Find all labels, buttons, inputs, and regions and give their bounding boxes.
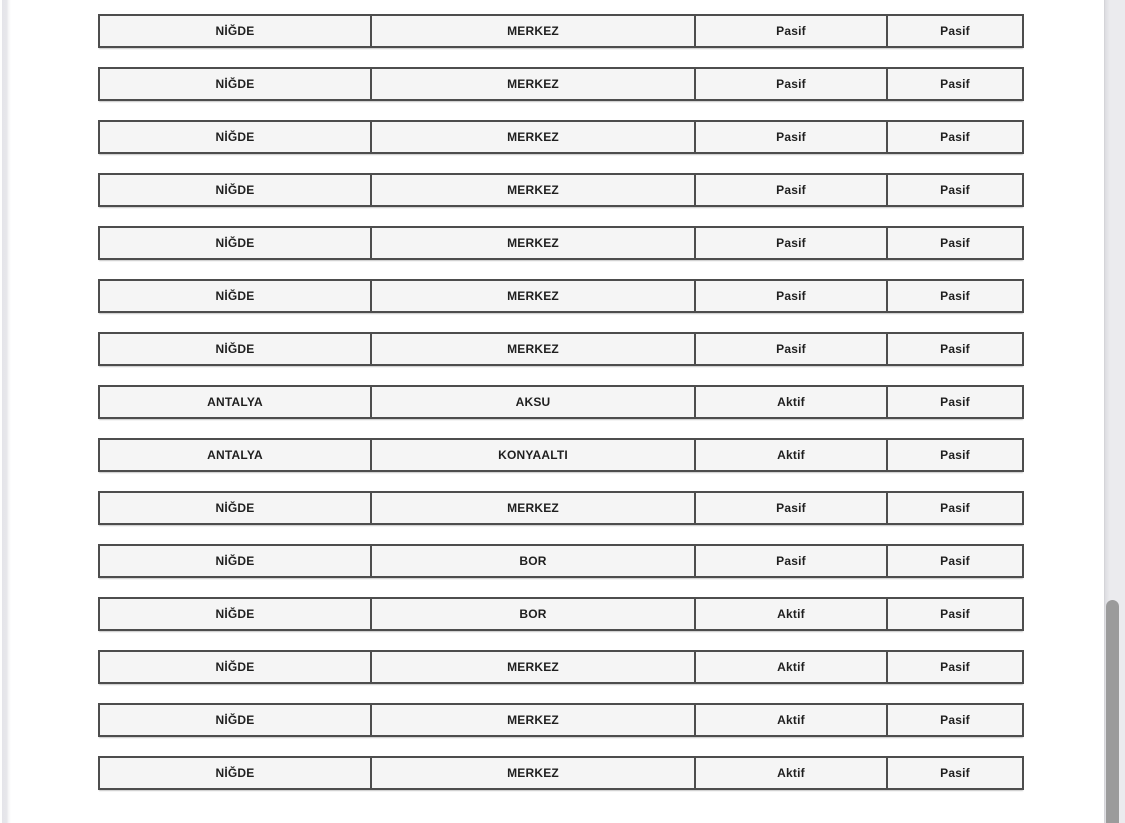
status-secondary-cell: Pasif <box>888 599 1022 629</box>
status-primary-cell: Pasif <box>696 281 888 311</box>
city-cell: NİĞDE <box>100 546 372 576</box>
city-cell: ANTALYA <box>100 440 372 470</box>
table-row <box>98 491 1024 525</box>
vertical-scrollbar-thumb[interactable] <box>1106 600 1119 823</box>
status-secondary-cell: Pasif <box>888 69 1022 99</box>
district-cell: MERKEZ <box>372 758 696 788</box>
status-secondary-cell: Pasif <box>888 175 1022 205</box>
window-left-edge <box>0 0 11 823</box>
city-cell: NİĞDE <box>100 281 372 311</box>
status-primary-cell: Pasif <box>696 122 888 152</box>
status-primary-cell: Pasif <box>696 228 888 258</box>
status-primary-cell: Aktif <box>696 387 888 417</box>
status-primary-cell: Aktif <box>696 440 888 470</box>
status-secondary-cell: Pasif <box>888 493 1022 523</box>
table-row <box>98 544 1024 578</box>
city-cell: NİĞDE <box>100 493 372 523</box>
table-row <box>98 120 1024 154</box>
district-cell: MERKEZ <box>372 334 696 364</box>
city-cell: NİĞDE <box>100 334 372 364</box>
status-primary-cell: Pasif <box>696 334 888 364</box>
city-cell: NİĞDE <box>100 599 372 629</box>
city-cell: NİĞDE <box>100 122 372 152</box>
records-list <box>98 14 1024 809</box>
status-secondary-cell: Pasif <box>888 387 1022 417</box>
table-row <box>98 226 1024 260</box>
city-cell: NİĞDE <box>100 758 372 788</box>
district-cell: BOR <box>372 599 696 629</box>
district-cell: BOR <box>372 546 696 576</box>
status-secondary-cell: Pasif <box>888 16 1022 46</box>
district-cell: MERKEZ <box>372 228 696 258</box>
status-secondary-cell: Pasif <box>888 440 1022 470</box>
district-cell: KONYAALTI <box>372 440 696 470</box>
table-row <box>98 173 1024 207</box>
table-row <box>98 703 1024 737</box>
city-cell: NİĞDE <box>100 175 372 205</box>
status-primary-cell: Pasif <box>696 546 888 576</box>
district-cell: MERKEZ <box>372 69 696 99</box>
status-secondary-cell: Pasif <box>888 228 1022 258</box>
status-secondary-cell: Pasif <box>888 546 1022 576</box>
table-row <box>98 279 1024 313</box>
district-cell: MERKEZ <box>372 281 696 311</box>
city-cell: ANTALYA <box>100 387 372 417</box>
status-primary-cell: Aktif <box>696 758 888 788</box>
status-secondary-cell: Pasif <box>888 705 1022 735</box>
district-cell: MERKEZ <box>372 16 696 46</box>
status-secondary-cell: Pasif <box>888 334 1022 364</box>
city-cell: NİĞDE <box>100 16 372 46</box>
table-row <box>98 650 1024 684</box>
district-cell: MERKEZ <box>372 175 696 205</box>
status-secondary-cell: Pasif <box>888 281 1022 311</box>
status-primary-cell: Pasif <box>696 69 888 99</box>
status-primary-cell: Aktif <box>696 652 888 682</box>
city-cell: NİĞDE <box>100 652 372 682</box>
table-row <box>98 332 1024 366</box>
table-row <box>98 756 1024 790</box>
city-cell: NİĞDE <box>100 705 372 735</box>
table-row <box>98 597 1024 631</box>
status-secondary-cell: Pasif <box>888 652 1022 682</box>
status-primary-cell: Pasif <box>696 16 888 46</box>
table-row <box>98 385 1024 419</box>
status-primary-cell: Aktif <box>696 705 888 735</box>
city-cell: NİĞDE <box>100 69 372 99</box>
district-cell: MERKEZ <box>372 493 696 523</box>
status-secondary-cell: Pasif <box>888 122 1022 152</box>
table-row <box>98 438 1024 472</box>
district-cell: MERKEZ <box>372 705 696 735</box>
district-cell: MERKEZ <box>372 652 696 682</box>
status-primary-cell: Pasif <box>696 493 888 523</box>
status-secondary-cell: Pasif <box>888 758 1022 788</box>
district-cell: AKSU <box>372 387 696 417</box>
table-row <box>98 14 1024 48</box>
city-cell: NİĞDE <box>100 228 372 258</box>
table-row <box>98 67 1024 101</box>
district-cell: MERKEZ <box>372 122 696 152</box>
status-primary-cell: Pasif <box>696 175 888 205</box>
status-primary-cell: Aktif <box>696 599 888 629</box>
vertical-scrollbar-track[interactable] <box>1104 0 1125 823</box>
